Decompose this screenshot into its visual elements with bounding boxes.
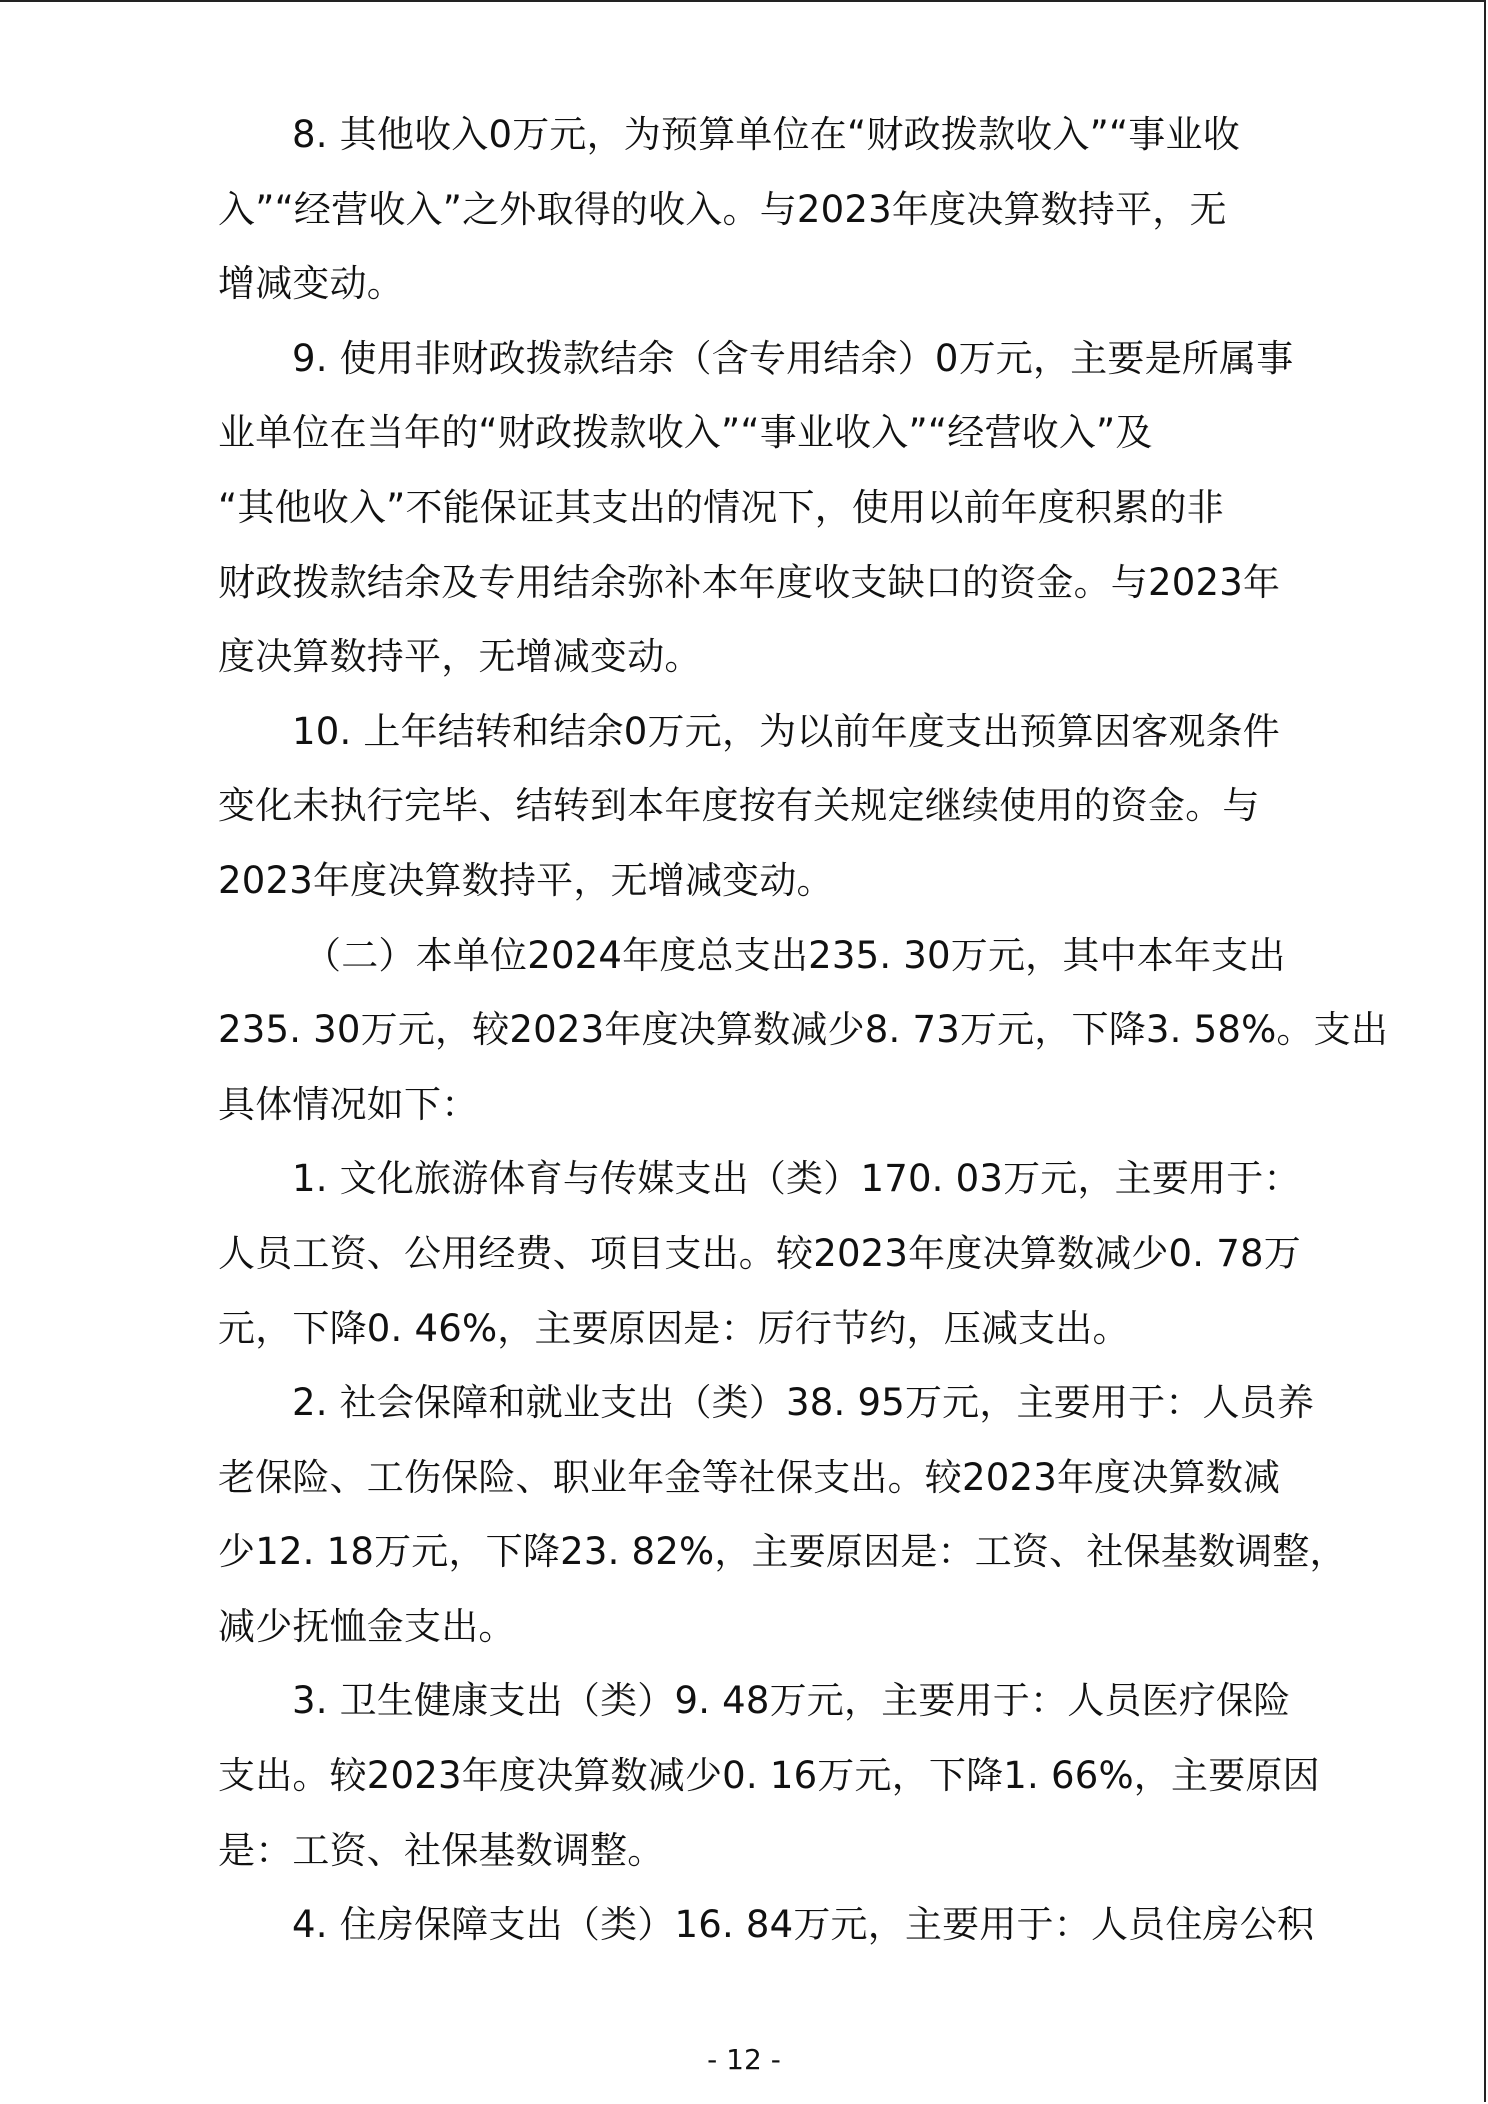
paragraph-housing-expense: [218, 1888, 1315, 1963]
text-line: 是：工资、社保基数调整。: [218, 1828, 665, 1872]
paragraph-total-expenditure: [218, 919, 1389, 1143]
paragraph-carryover: [218, 695, 1288, 919]
text-line: 少12. 18万元，下降23. 82%，主要原因是：工资、社保基数调整，: [218, 1530, 1347, 1574]
text-line: 4. 住房保障支出（类）16. 84万元，主要用于：人员住房公积: [292, 1903, 1315, 1947]
text-line: （二）本单位2024年度总支出235. 30万元，其中本年支出: [304, 933, 1286, 977]
text-line: 度决算数持平，无增减变动。: [218, 635, 702, 679]
text-line: 具体情况如下：: [218, 1082, 479, 1126]
text-line: 减少抚恤金支出。: [218, 1604, 516, 1648]
text-line: 235. 30万元，较2023年度决算数减少8. 73万元，下降3. 58%。支出: [218, 1008, 1389, 1052]
text-line: 2. 社会保障和就业支出（类）38. 95万元，主要用于：人员养: [292, 1381, 1315, 1425]
text-line: 1. 文化旅游体育与传媒支出（类）170. 03万元，主要用于：: [292, 1157, 1301, 1201]
paragraph-culture-expense: [218, 1142, 1301, 1366]
text-line: 业单位在当年的“财政拨款收入”“事业收入”“经营收入”及: [218, 411, 1153, 455]
document-body: [218, 98, 1389, 1963]
text-line: 2023年度决算数持平，无增减变动。: [218, 858, 834, 902]
text-line: 10. 上年结转和结余0万元，为以前年度支出预算因客观条件: [292, 709, 1280, 753]
text-line: 增减变动。: [218, 262, 404, 306]
text-line: 老保险、工伤保险、职业年金等社保支出。较2023年度决算数减: [218, 1455, 1281, 1499]
text-line: 8. 其他收入0万元，为预算单位在“财政拨款收入”“事业收: [292, 113, 1240, 156]
text-line: 人员工资、公用经费、项目支出。较2023年度决算数减少0. 78万: [218, 1231, 1301, 1275]
text-line: 变化未执行完毕、结转到本年度按有关规定继续使用的资金。与: [218, 784, 1260, 828]
paragraph-social-security-expense: [218, 1366, 1347, 1664]
page-number: - 12 -: [707, 2043, 781, 2076]
text-line: 元，下降0. 46%，主要原因是：厉行节约，压减支出。: [218, 1306, 1130, 1350]
text-line: 支出。较2023年度决算数减少0. 16万元，下降1. 66%，主要原因: [218, 1754, 1320, 1798]
paragraph-non-fiscal-surplus: [218, 322, 1294, 695]
text-line: 3. 卫生健康支出（类）9. 48万元，主要用于：人员医疗保险: [292, 1679, 1291, 1723]
text-line: “其他收入”不能保证其支出的情况下，使用以前年度积累的非: [218, 485, 1224, 529]
paragraph-health-expense: [218, 1664, 1320, 1888]
text-line: 财政拨款结余及专用结余弥补本年度收支缺口的资金。与2023年: [218, 560, 1281, 604]
text-line: 入”“经营收入”之外取得的收入。与2023年度决算数持平，无: [218, 187, 1227, 231]
text-line: 9. 使用非财政拨款结余（含专用结余）0万元，主要是所属事: [292, 336, 1294, 380]
paragraph-other-income: [218, 98, 1288, 322]
